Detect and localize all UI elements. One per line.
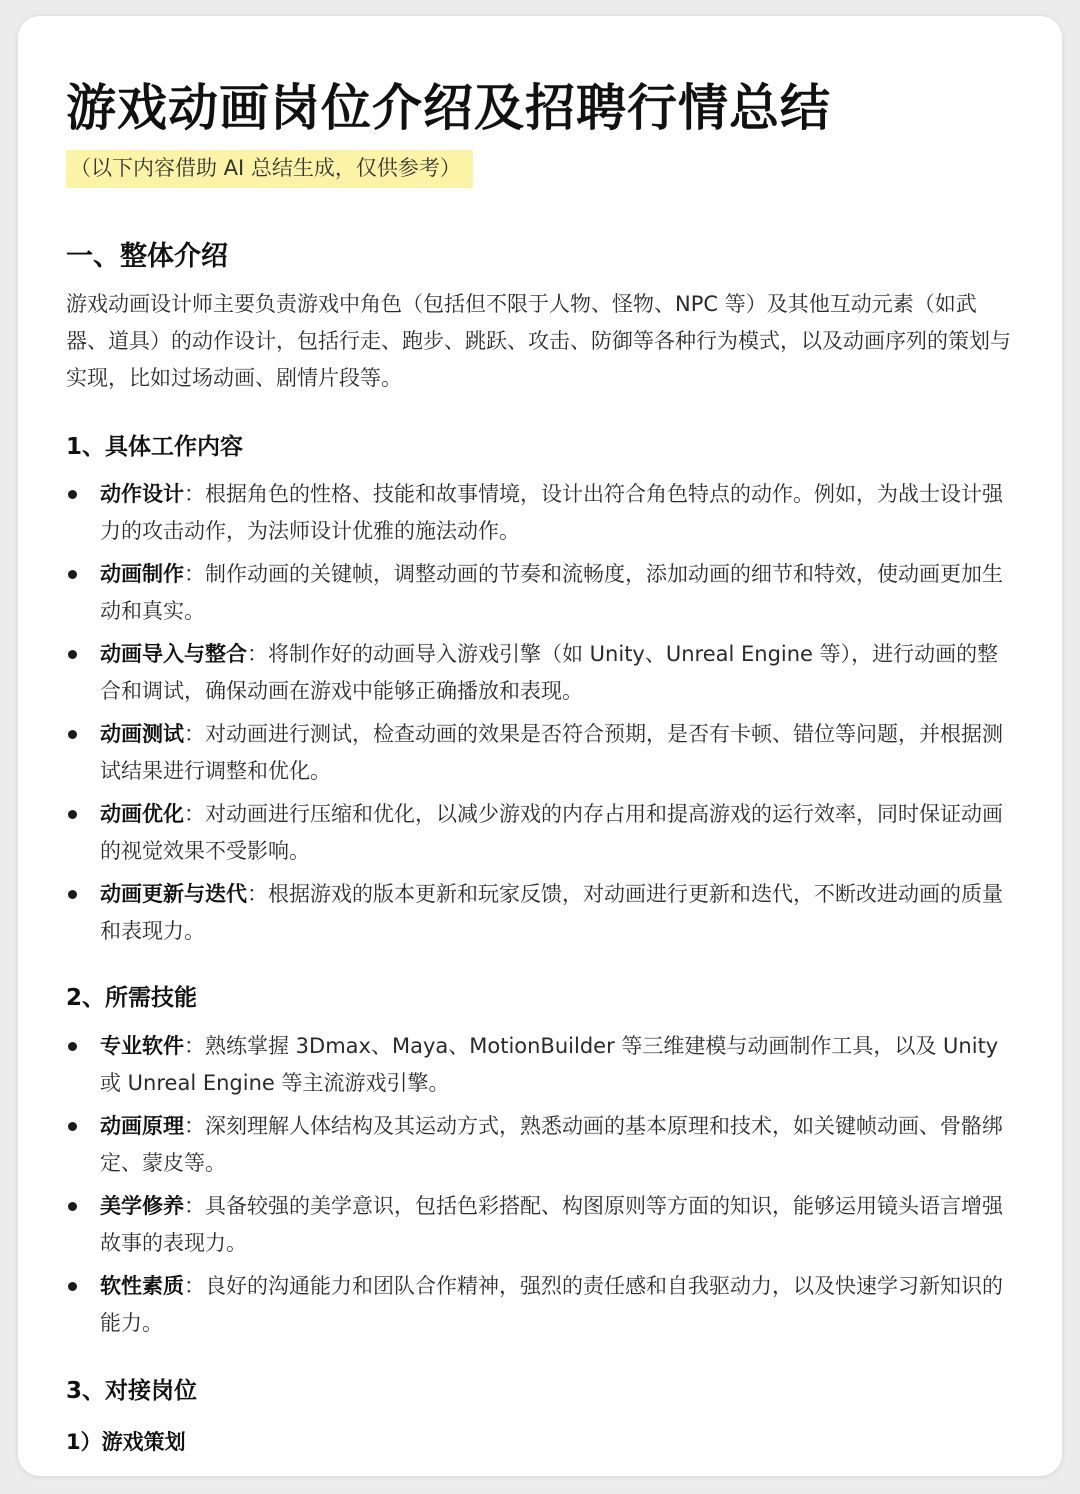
skill-separator: ： <box>184 1194 205 1218</box>
section-heading-overview: 一、整体介绍 <box>66 241 228 272</box>
work-content-separator: ： <box>247 642 268 666</box>
subsection-heading-skills: 2、所需技能 <box>66 985 198 1011</box>
ai-disclaimer-note: （以下内容借助 AI 总结生成，仅供参考） <box>66 150 473 188</box>
bullet-icon <box>68 890 77 899</box>
skill-item <box>66 1268 1016 1342</box>
work-content-separator: ： <box>184 482 205 506</box>
work-content-term: 动画测试 <box>100 722 184 746</box>
work-content-item <box>66 796 1016 870</box>
work-content-term: 动画更新与迭代 <box>100 882 247 906</box>
work-content-term: 动画优化 <box>100 802 184 826</box>
work-content-item <box>66 876 1016 950</box>
skill-item <box>66 1028 1016 1102</box>
bullet-icon <box>68 810 77 819</box>
bullet-icon <box>68 1042 77 1051</box>
work-content-separator: ： <box>247 882 268 906</box>
bullet-icon <box>68 490 77 499</box>
work-content-item <box>66 716 1016 790</box>
work-content-separator: ： <box>184 562 205 586</box>
skill-separator: ： <box>184 1114 205 1138</box>
document-card <box>18 16 1062 1476</box>
work-content-term: 动画制作 <box>100 562 184 586</box>
position-item-game-design: 1）游戏策划 <box>66 1430 186 1454</box>
work-content-list <box>66 476 1016 956</box>
work-content-description: 对动画进行压缩和优化，以减少游戏的内存占用和提高游戏的运行效率，同时保证动画的视觉效果不受影响。 <box>100 802 1003 863</box>
work-content-term: 动作设计 <box>100 482 184 506</box>
skill-description: 熟练掌握 3Dmax、Maya、MotionBuilder 等三维建模与动画制作工具，以及 Unity 或 Unreal Engine 等主流游戏引擎。 <box>100 1034 999 1095</box>
bullet-icon <box>68 650 77 659</box>
skill-description: 深刻理解人体结构及其运动方式，熟悉动画的基本原理和技术，如关键帧动画、骨骼绑定、蒙皮等。 <box>100 1114 1003 1175</box>
bullet-icon <box>68 1282 77 1291</box>
work-content-item <box>66 636 1016 710</box>
skill-description: 良好的沟通能力和团队合作精神，强烈的责任感和自我驱动力，以及快速学习新知识的能力。 <box>100 1274 1003 1335</box>
skill-separator: ： <box>184 1034 205 1058</box>
skill-term: 动画原理 <box>100 1114 184 1138</box>
skill-term: 专业软件 <box>100 1034 184 1058</box>
bullet-icon <box>68 730 77 739</box>
subsection-heading-positions: 3、对接岗位 <box>66 1378 198 1404</box>
work-content-item <box>66 556 1016 630</box>
work-content-description: 将制作好的动画导入游戏引擎（如 Unity、Unreal Engine 等），进行动画的整合和调试，确保动画在游戏中能够正确播放和表现。 <box>100 642 999 703</box>
bullet-icon <box>68 1122 77 1131</box>
work-content-description: 制作动画的关键帧，调整动画的节奏和流畅度，添加动画的细节和特效，使动画更加生动和真实。 <box>100 562 1003 623</box>
skills-list <box>66 1028 1016 1348</box>
work-content-separator: ： <box>184 722 205 746</box>
work-content-description: 根据角色的性格、技能和故事情境，设计出符合角色特点的动作。例如，为战士设计强力的攻击动作，为法师设计优雅的施法动作。 <box>100 482 1003 543</box>
skill-description: 具备较强的美学意识，包括色彩搭配、构图原则等方面的知识，能够运用镜头语言增强故事的表现力。 <box>100 1194 1003 1255</box>
work-content-description: 对动画进行测试，检查动画的效果是否符合预期，是否有卡顿、错位等问题，并根据测试结果进行调整和优化。 <box>100 722 1003 783</box>
page-title: 游戏动画岗位介绍及招聘行情总结 <box>66 79 831 137</box>
skill-term: 软性素质 <box>100 1274 184 1298</box>
skill-item <box>66 1188 1016 1262</box>
skill-item <box>66 1108 1016 1182</box>
subsection-heading-work-content: 1、具体工作内容 <box>66 434 244 460</box>
bullet-icon <box>68 570 77 579</box>
work-content-term: 动画导入与整合 <box>100 642 247 666</box>
work-content-description: 根据游戏的版本更新和玩家反馈，对动画进行更新和迭代，不断改进动画的质量和表现力。 <box>100 882 1003 943</box>
bullet-icon <box>68 1202 77 1211</box>
work-content-item <box>66 476 1016 550</box>
work-content-separator: ： <box>184 802 205 826</box>
skill-term: 美学修养 <box>100 1194 184 1218</box>
skill-separator: ： <box>184 1274 205 1298</box>
overview-paragraph: 游戏动画设计师主要负责游戏中角色（包括但不限于人物、怪物、NPC 等）及其他互动元素（如武器、道具）的动作设计，包括行走、跑步、跳跃、攻击、防御等各种行为模式，以及动画序列的策划与实现，比如过场动画、剧情片段等。 <box>66 292 1011 390</box>
